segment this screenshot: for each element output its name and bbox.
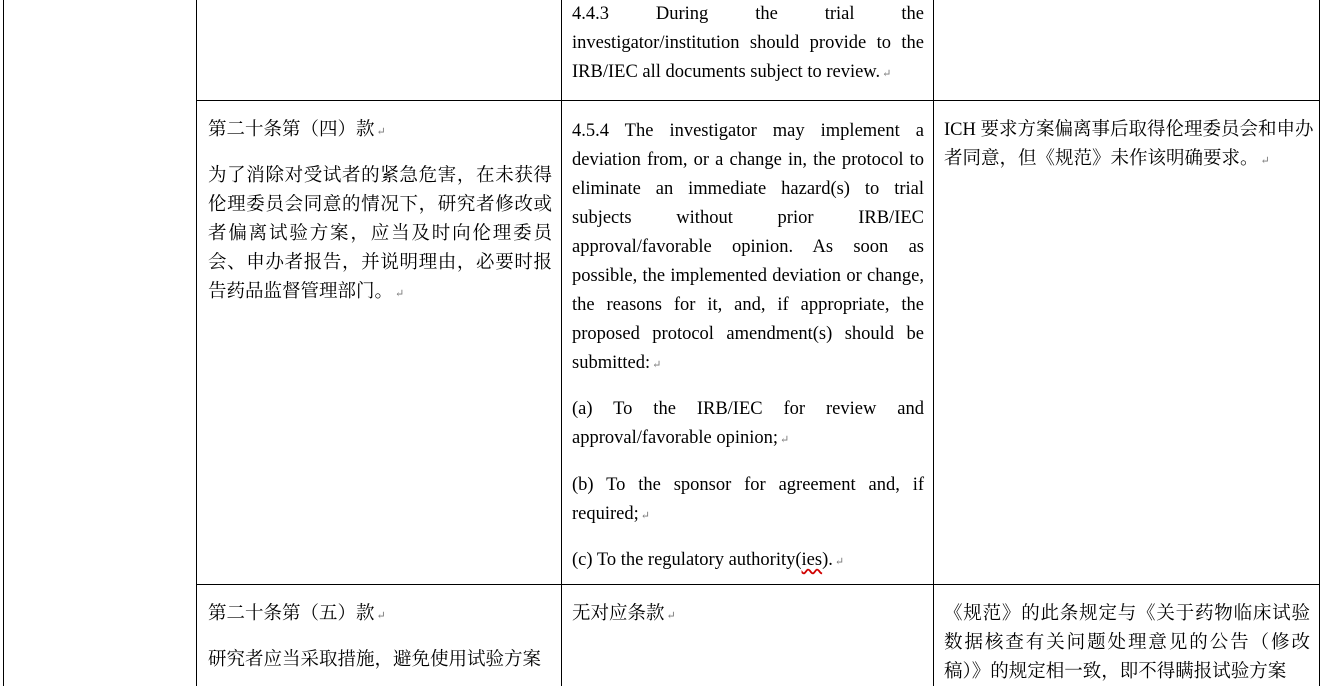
paragraph-mark: ↵ [376,610,386,622]
ich-clause-4-5-4: 4.5.4 The investigator may implement a deviation from, or a change in, the protocol to eliminate an immediate hazard(s) to trial subjects without prior IRB/IEC approval/favorable opinion. As soon as possible, the implemented deviation or change, the reasons for it, and, if appropriate, the proposed protocol amendment(s) should be submitted: ↵ [572,121,924,373]
row-divider-2 [196,584,1320,585]
paragraph-mark: ↵ [640,510,650,522]
paragraph-mark: ↵ [780,434,790,446]
paragraph-mark: ↵ [1260,155,1270,167]
paragraph-mark: ↵ [666,610,676,622]
paragraph-mark: ↵ [882,68,892,80]
row2-gcp-cell [208,116,552,309]
gcp-clause-body: 为了消除对受试者的紧急危害，在未获得伦理委员会同意的情况下，研究者修改或者偏离试验方案，应当及时向伦理委员会、申办者报告，并说明理由，必要时报告药品监督管理部门。 ↵ [208,166,552,302]
row2-ich-cell [572,117,924,577]
row2-comment-cell [944,116,1316,176]
ich-item-c: (c) To the regulatory authority(ies). ↵ [572,550,845,570]
row1-ich-cell [572,0,924,89]
paragraph-mark: ↵ [652,359,662,371]
gcp-clause-heading: 第二十条第（四）款 ↵ [208,120,386,140]
comment-text: 《规范》的此条规定与《关于药物临床试验数据核查有关问题处理意见的公告（修改稿）》的规定相一致，即不得瞒报试验方案 [944,604,1310,682]
ich-item-b: (b) To the sponsor for agreement and, if required; ↵ [572,475,924,524]
spellcheck-underline: ies [801,550,823,570]
row-divider-1 [196,100,1320,101]
page-left-border [3,0,4,686]
gcp-clause-heading: 第二十条第（五）款 ↵ [208,604,386,624]
paragraph-mark: ↵ [834,556,845,568]
comment-text: ICH 要求方案偏离事后取得伦理委员会和申办者同意，但《规范》未作该明确要求。 ↵ [944,120,1314,169]
row3-comment-cell [944,600,1310,687]
no-corresponding-clause: 无对应条款 ↵ [572,604,676,624]
row3-gcp-cell [208,600,552,675]
ich-clause-4-4-3: 4.4.3 During the trial the investigator/institution should provide to the IRB/IEC all documents subject to review. ↵ [572,4,924,82]
paragraph-mark: ↵ [376,126,386,138]
gcp-clause-body: 研究者应当采取措施，避免使用试验方案 [208,650,542,670]
paragraph-mark: ↵ [395,288,405,300]
row3-ich-cell [572,600,924,631]
ich-item-a: (a) To the IRB/IEC for review and approval/favorable opinion; ↵ [572,399,924,448]
